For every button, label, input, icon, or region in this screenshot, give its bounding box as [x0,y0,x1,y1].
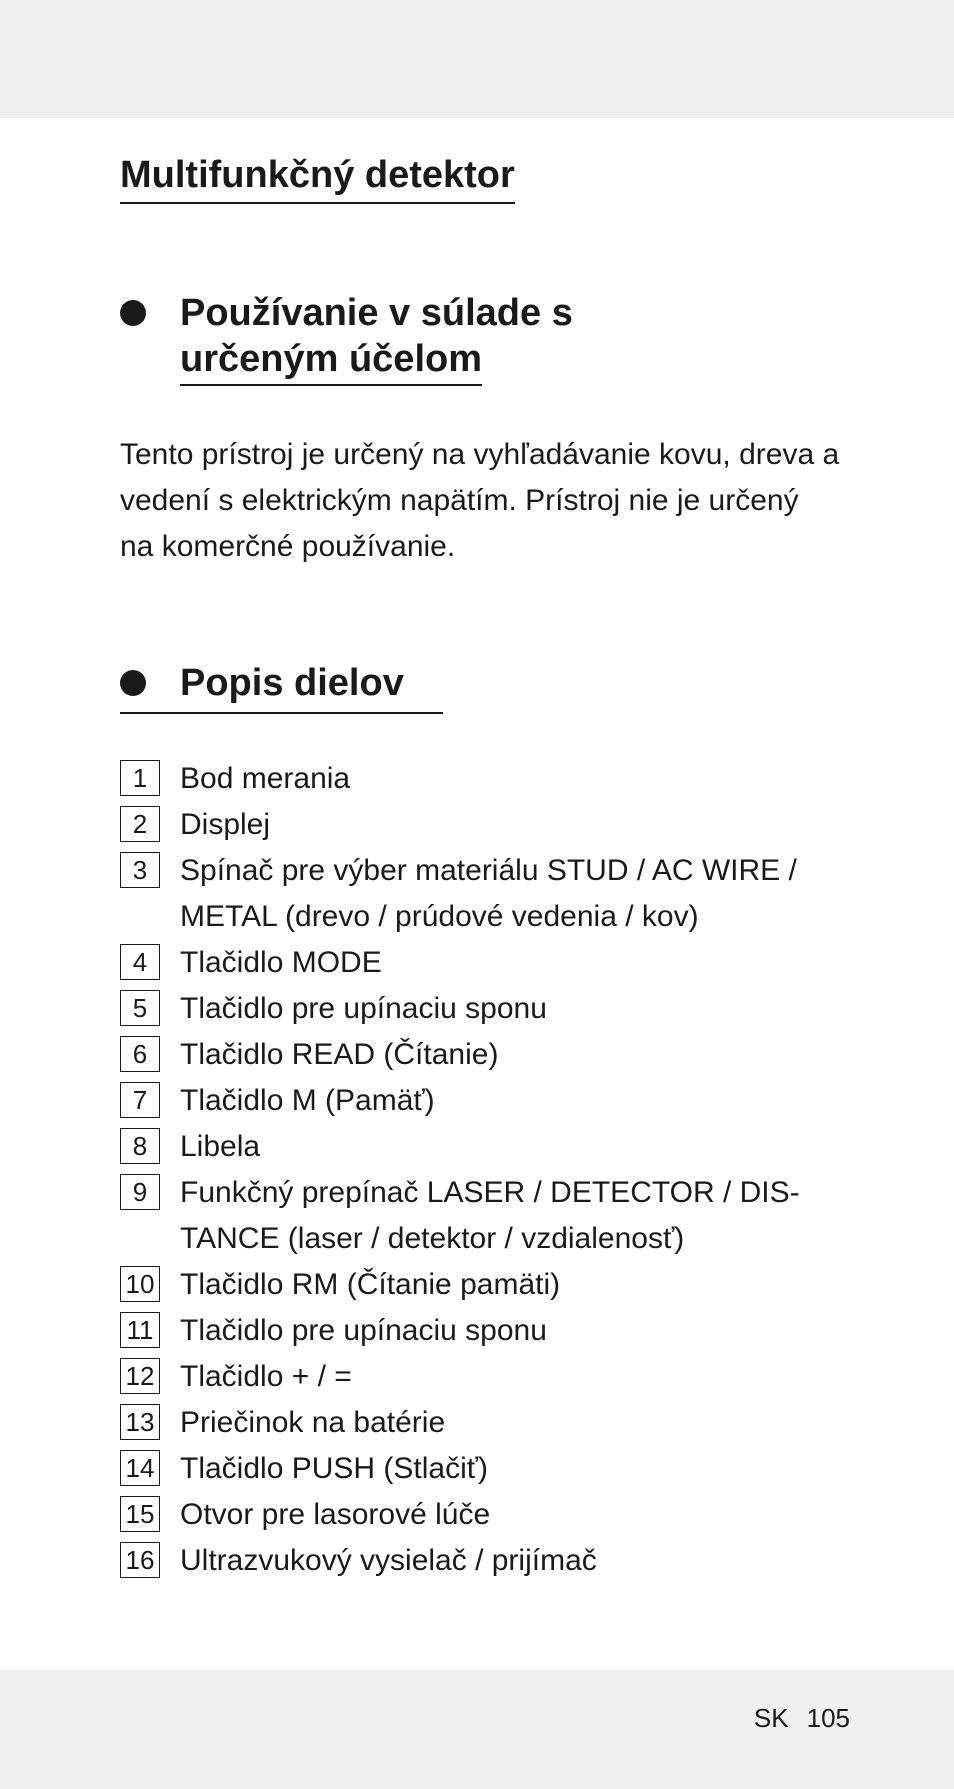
part-label: Tlačidlo pre upínaciu sponu [180,1314,547,1347]
footer-language-code: SK [753,1703,789,1733]
part-label: Displej [180,808,271,841]
intended-use-paragraph: Tento prístroj je určený na vyhľadávanie kovu, dreva a vedení s elektrickým napätím. Prístroj nie je určený na komerčné používanie. [120,438,840,563]
part-label: Tlačidlo M (Pamäť) [180,1084,435,1117]
section-bullet-icon [120,300,146,326]
list-item [120,1354,880,1400]
page-title: Multifunkčný detektor [120,150,515,204]
list-item [120,1262,880,1308]
part-number-box: 2 [120,806,160,842]
section-heading-parts: Popis dielov [180,662,404,704]
list-item [120,1446,880,1492]
list-item [120,1124,880,1170]
list-item [120,848,880,940]
section-bullet-icon [120,670,146,696]
part-number-box: 1 [120,760,160,796]
part-label: Tlačidlo PUSH (Stlačiť) [180,1452,488,1485]
part-label: Otvor pre lasorové lúče [180,1498,491,1531]
footer-page-number: 105 [806,1703,850,1733]
list-item [120,1538,880,1584]
part-number-box: 11 [120,1312,160,1348]
list-item [120,802,880,848]
part-number-box: 8 [120,1128,160,1164]
part-label: Bod merania [180,762,351,795]
part-label: Spínač pre výber materiálu STUD / AC WIRE / METAL (drevo / prúdové vedenia / kov) [180,854,797,933]
parts-list [120,756,880,1584]
part-label: Priečinok na batérie [180,1406,446,1439]
part-number-box: 16 [120,1542,160,1578]
part-number-box: 6 [120,1036,160,1072]
part-label: Libela [180,1130,261,1163]
list-item [120,1078,880,1124]
part-label: Funkčný prepínač LASER / DETECTOR / DIS- TANCE (laser / detektor / vzdialenosť) [180,1176,800,1255]
part-label: Tlačidlo MODE [180,946,382,979]
part-number-box: 15 [120,1496,160,1532]
section-heading-intended-use [180,290,573,386]
list-item [120,940,880,986]
list-item [120,1170,880,1262]
list-item [120,986,880,1032]
list-item [120,1032,880,1078]
section-heading-underline [120,712,443,714]
part-number-box: 13 [120,1404,160,1440]
part-number-box: 9 [120,1174,160,1210]
part-label: Tlačidlo pre upínaciu sponu [180,992,547,1025]
heading-line-2: určeným účelom [180,336,482,386]
part-label: Tlačidlo RM (Čítanie pamäti) [180,1268,561,1301]
list-item [120,1492,880,1538]
heading-line-1: Používanie v súlade s [180,292,573,334]
part-label: Tlačidlo READ (Čítanie) [180,1038,499,1071]
part-number-box: 3 [120,852,160,888]
part-number-box: 14 [120,1450,160,1486]
part-number-box: 10 [120,1266,160,1302]
top-margin-band [0,0,954,118]
list-item [120,1308,880,1354]
part-number-box: 5 [120,990,160,1026]
part-label: Tlačidlo + / = [180,1360,352,1393]
page-footer [754,1700,850,1736]
part-label: Ultrazvukový vysielač / prijímač [180,1544,597,1577]
list-item [120,756,880,802]
part-number-box: 7 [120,1082,160,1118]
part-number-box: 12 [120,1358,160,1394]
list-item [120,1400,880,1446]
part-number-box: 4 [120,944,160,980]
